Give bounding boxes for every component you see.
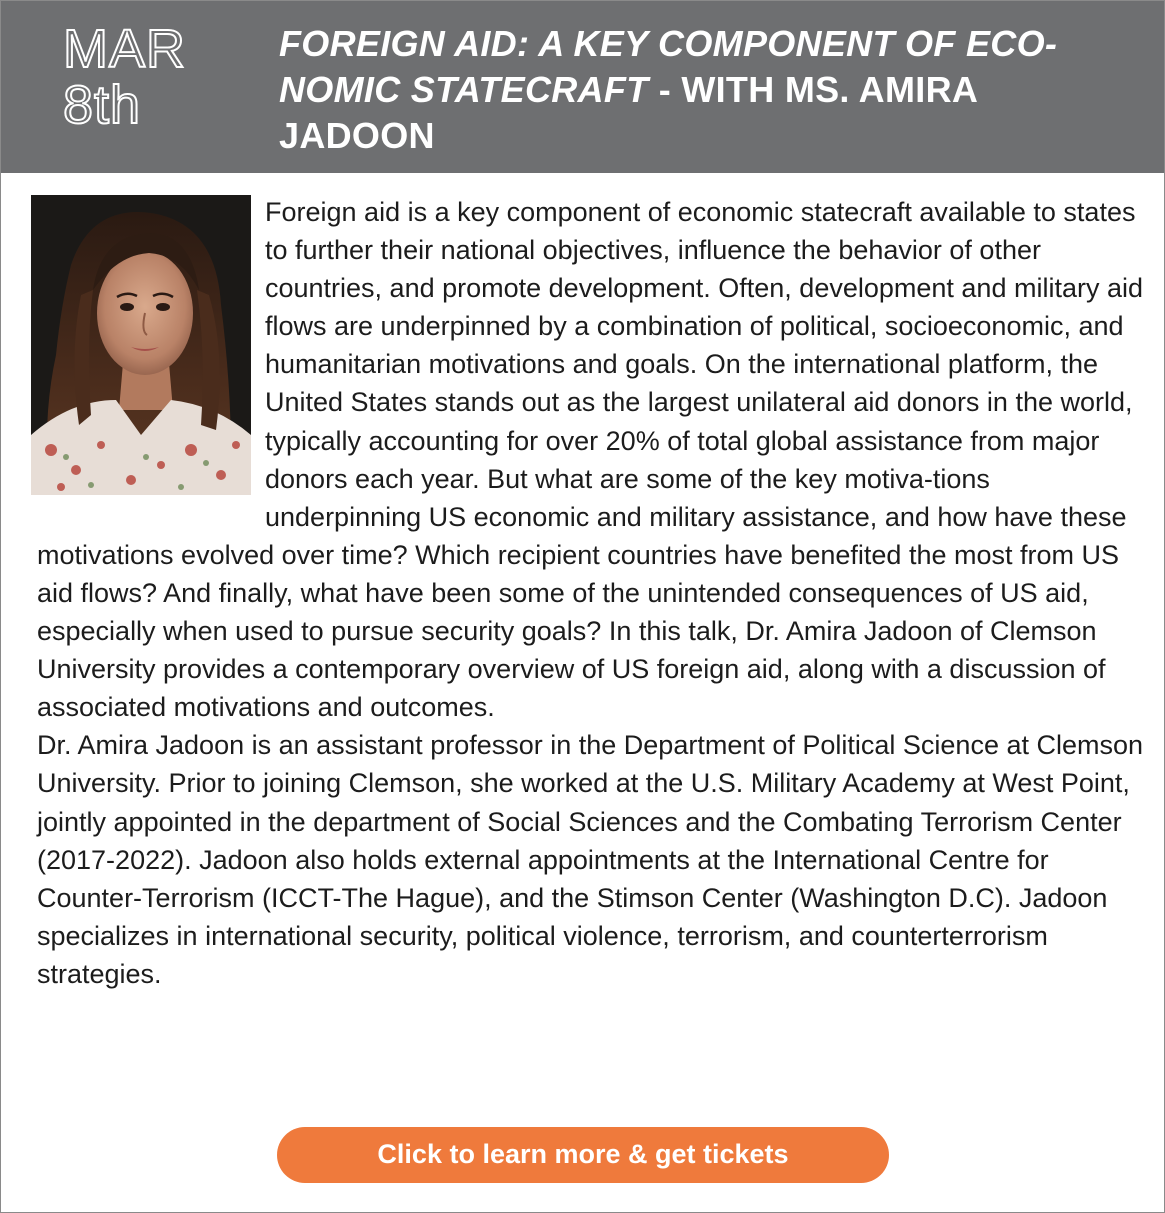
event-date bbox=[63, 21, 243, 133]
event-title-separator: - bbox=[648, 69, 682, 110]
event-title bbox=[279, 21, 1079, 159]
date-month: MAR bbox=[63, 19, 186, 79]
event-header bbox=[1, 1, 1164, 173]
event-title-italic: FOREIGN AID: A KEY COMPONENT OF ECO-NOMIC STATECRAFT bbox=[279, 23, 1058, 110]
event-description bbox=[37, 193, 1152, 993]
description-paragraph-1: Foreign aid is a key component of economic statecraft available to states to further their national objectives, influence the behavior of other countries, and promote development. Often, development and military aid flows are underpinned by a combination of political, socioeconomic, and humanitarian motivations and goals. On the international platform, the United States stands out as the largest unilateral aid donors in the world, typically accounting for over 20% of total global assistance from major donors each year. But what are some of the key motiva-tions underpinning US economic and military assistance, and how have these motivations evolved over time? Which recipient countries have benefited the most from US aid flows? And finally, what have been some of the unintended consequences of US aid, especially when used to pursue security goals? In this talk, Dr. Amira Jadoon of Clemson University provides a contemporary overview of US foreign aid, along with a discussion of associated motivations and outcomes. bbox=[37, 197, 1143, 723]
event-title-speaker: WITH MS. AMIRA JADOON bbox=[279, 69, 977, 156]
description-paragraph-2: Dr. Amira Jadoon is an assistant professor in the Department of Political Science at Clemson University. Prior to joining Clemson, she worked at the U.S. Military Academy at West Point, jointly appointed in the department of Social Sciences and the Combating Terrorism Center (2017-2022). Jadoon also holds external appointments at the International Centre for Counter-Terrorism (ICCT-The Hague), and the Stimson Center (Washington D.C). Jadoon specializes in international security, political violence, terrorism, and counterterrorism strategies. bbox=[37, 730, 1144, 989]
date-day: 8th bbox=[63, 75, 142, 135]
learn-more-tickets-button[interactable]: Click to learn more & get tickets bbox=[277, 1127, 889, 1183]
photo-wrap-spacer bbox=[37, 193, 265, 507]
